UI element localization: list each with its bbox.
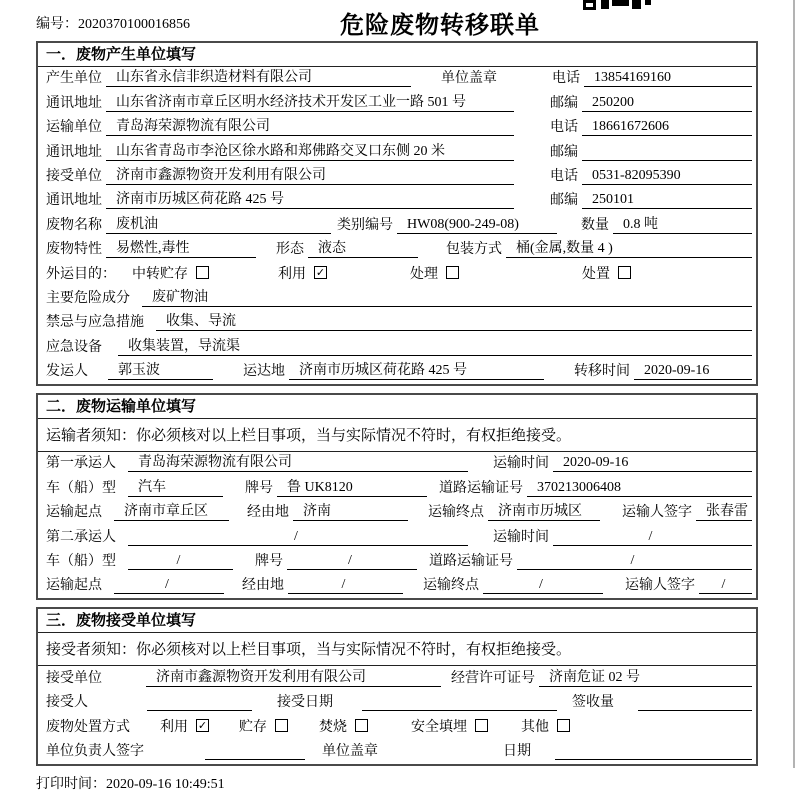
producer-phone-label: 电话 xyxy=(552,71,580,87)
disposal-utilize-label: 利用 xyxy=(160,719,188,735)
producer-section-header: 一．废物产生单位填写 xyxy=(38,43,756,67)
waste-name-value: 废机油 xyxy=(106,213,331,234)
via-place-1-label: 经由地 xyxy=(247,505,289,521)
section-producer xyxy=(36,41,758,386)
road-transport-license-1-value: 370213006408 xyxy=(527,480,752,497)
receiver-postcode-value: 250101 xyxy=(582,192,752,209)
purpose-treatment-label: 处理 xyxy=(410,266,438,282)
form-row xyxy=(38,360,756,384)
transport-terminal-1-value: 济南市历城区 xyxy=(488,500,600,521)
receiver-person-label: 接受人 xyxy=(46,695,88,711)
receipt-date-label: 日期 xyxy=(503,743,531,759)
disposal-method-label: 废物处置方式 xyxy=(46,719,130,735)
disposal-landfill-checkbox xyxy=(475,719,488,732)
disposal-incineration-checkbox xyxy=(355,719,368,732)
business-license-number-value: 济南危证 02 号 xyxy=(539,666,752,687)
form-row xyxy=(38,452,756,476)
waste-name-label: 废物名称 xyxy=(46,217,102,233)
form-row xyxy=(38,476,756,500)
purpose-utilize-label: 利用 xyxy=(278,266,306,282)
taboo-emergency-measures-label: 禁忌与应急措施 xyxy=(46,315,144,331)
first-carrier-value: 青岛海荣源物流有限公司 xyxy=(128,451,468,472)
section-transporter xyxy=(36,393,758,600)
transport-date-1-label: 运输时间 xyxy=(493,456,549,472)
second-carrier-label: 第二承运人 xyxy=(46,529,116,545)
main-hazardous-component-label: 主要危险成分 xyxy=(46,290,130,306)
destination-label: 运达地 xyxy=(243,364,285,380)
doc-number-label: 编号： xyxy=(36,17,78,32)
transport-unit-label: 运输单位 xyxy=(46,120,102,136)
form-row xyxy=(38,550,756,574)
transport-postcode-value xyxy=(582,145,752,161)
transport-address-value: 山东省青岛市李沧区徐水路和郑佛路交叉口东侧 20 米 xyxy=(106,140,514,161)
receiver-address-label: 通讯地址 xyxy=(46,193,102,209)
print-time-value: 2020-09-16 10:49:51 xyxy=(106,776,225,792)
transport-origin-2-label: 运输起点 xyxy=(46,578,102,594)
transport-address-label: 通讯地址 xyxy=(46,144,102,160)
producer-address-label: 通讯地址 xyxy=(46,95,102,111)
form-row xyxy=(38,574,756,598)
disposal-other-label: 其他 xyxy=(521,719,549,735)
transport-date-1-value: 2020-09-16 xyxy=(553,455,752,472)
disposal-utilize-group xyxy=(160,716,209,736)
qr-block xyxy=(645,0,651,5)
form-row xyxy=(38,165,756,189)
receiver-phone-label: 电话 xyxy=(550,168,578,184)
document-title: 危险废物转移联单 xyxy=(340,11,540,39)
via-place-2-label: 经由地 xyxy=(242,578,284,594)
disposal-landfill-group xyxy=(411,716,488,736)
business-license-number-label: 经营许可证号 xyxy=(451,670,535,686)
qr-block xyxy=(583,0,596,10)
waste-category-code-label: 类别编号 xyxy=(337,217,393,233)
carrier-signature-2-value: / xyxy=(699,577,752,594)
waste-form-label: 形态 xyxy=(276,242,304,258)
unit-seal-note-2: 单位盖章 xyxy=(322,743,378,759)
doc-header xyxy=(0,0,796,41)
destination-value: 济南市历城区荷花路 425 号 xyxy=(289,359,544,380)
vehicle-type-1-value: 汽车 xyxy=(128,476,223,497)
packing-method-label: 包装方式 xyxy=(446,242,502,258)
qr-block xyxy=(632,0,641,9)
received-quantity-value xyxy=(638,695,752,711)
producer-unit-label: 产生单位 xyxy=(46,71,102,87)
taboo-emergency-measures-value: 收集、导流 xyxy=(156,310,752,331)
consignor-value: 郭玉波 xyxy=(108,359,213,380)
receipt-date-value xyxy=(555,744,752,760)
unit-seal-note: 单位盖章 xyxy=(441,71,497,87)
form-row xyxy=(38,67,756,91)
disposal-utilize-checkbox: ✓ xyxy=(197,718,208,732)
page-right-edge xyxy=(793,0,795,768)
transport-terminal-2-label: 运输终点 xyxy=(423,578,479,594)
form-row xyxy=(38,140,756,164)
transport-terminal-2-value: / xyxy=(483,577,603,594)
first-carrier-label: 第一承运人 xyxy=(46,456,116,472)
print-time-label: 打印时间： xyxy=(36,776,106,792)
form-row xyxy=(38,691,756,715)
form-row xyxy=(38,740,756,764)
purpose-treatment-checkbox xyxy=(446,266,459,279)
receiver-notice: 接受者须知：你必须核对以上栏目事项，当与实际情况不符时，有权拒绝接受。 xyxy=(38,633,756,666)
receiver-postcode-label: 邮编 xyxy=(550,193,578,209)
transport-origin-1-label: 运输起点 xyxy=(46,505,102,521)
via-place-2-value: / xyxy=(288,577,403,594)
print-time xyxy=(36,773,796,793)
transport-postcode-label: 邮编 xyxy=(550,144,578,160)
emergency-equipment-label: 应急设备 xyxy=(46,339,102,355)
disposal-landfill-label: 安全填埋 xyxy=(411,719,467,735)
purpose-treatment-group xyxy=(410,263,459,283)
form-row xyxy=(38,335,756,359)
form-row xyxy=(38,287,756,311)
plate-number-2-value: / xyxy=(287,553,417,570)
form-row xyxy=(38,715,756,739)
disposal-storage-group xyxy=(239,716,288,736)
doc-number-value: 2020370100016856 xyxy=(78,17,190,32)
receive-date-label: 接受日期 xyxy=(277,695,333,711)
purpose-disposal-group xyxy=(582,263,631,283)
purpose-disposal-checkbox xyxy=(618,266,631,279)
purpose-transit-storage-group xyxy=(132,263,209,283)
unit-leader-signature-value xyxy=(205,744,305,760)
transfer-purpose-label: 外运目的： xyxy=(46,266,116,282)
qr-code-fragment xyxy=(583,0,651,10)
transport-terminal-1-label: 运输终点 xyxy=(428,505,484,521)
producer-postcode-label: 邮编 xyxy=(550,95,578,111)
disposal-other-group xyxy=(521,716,570,736)
receiver-unit-value: 济南市鑫源物资开发利用有限公司 xyxy=(106,164,514,185)
waste-characteristics-label: 废物特性 xyxy=(46,242,102,258)
qr-block xyxy=(601,0,609,9)
qr-block xyxy=(612,0,629,6)
waste-form-value: 液态 xyxy=(308,237,418,258)
transport-origin-1-value: 济南市章丘区 xyxy=(114,500,229,521)
purpose-transit-storage-label: 中转贮存 xyxy=(132,266,188,282)
form-row xyxy=(38,91,756,115)
vehicle-type-1-label: 车（船）型 xyxy=(46,480,116,496)
road-transport-license-1-label: 道路运输证号 xyxy=(439,480,523,496)
form-row xyxy=(38,501,756,525)
section-receiver xyxy=(36,607,758,766)
carrier-signature-1-value: 张春雷 xyxy=(696,500,752,521)
receiver-phone-value: 0531-82095390 xyxy=(582,168,752,185)
vehicle-type-2-label: 车（船）型 xyxy=(46,554,116,570)
form-row xyxy=(38,189,756,213)
road-transport-license-2-value: / xyxy=(517,553,752,570)
plate-number-1-value: 鲁 UK8120 xyxy=(277,476,427,497)
receiver-address-value: 济南市历城区荷花路 425 号 xyxy=(106,188,514,209)
receiver-section-header: 三．废物接受单位填写 xyxy=(38,609,756,633)
producer-address-value: 山东省济南市章丘区明水经济技术开发区工业一路 501 号 xyxy=(106,91,514,112)
form-row xyxy=(38,213,756,237)
disposal-storage-checkbox xyxy=(275,719,288,732)
packing-method-value: 桶(金属,数量 4 ) xyxy=(506,237,752,258)
receiver-person-value xyxy=(147,695,252,711)
received-quantity-label: 签收量 xyxy=(572,695,614,711)
vehicle-type-2-value: / xyxy=(128,553,233,570)
plate-number-1-label: 牌号 xyxy=(245,480,273,496)
transport-unit-value: 青岛海荣源物流有限公司 xyxy=(106,115,514,136)
carrier-signature-1-label: 运输人签字 xyxy=(622,505,692,521)
purpose-disposal-label: 处置 xyxy=(582,266,610,282)
unit-leader-signature-label: 单位负责人签字 xyxy=(46,743,144,759)
disposal-incineration-group xyxy=(319,716,368,736)
waste-quantity-value: 0.8 吨 xyxy=(613,213,752,234)
waste-characteristics-value: 易燃性,毒性 xyxy=(106,237,256,258)
transporter-section-header: 二．废物运输单位填写 xyxy=(38,395,756,419)
form-row xyxy=(38,311,756,335)
transporter-notice: 运输者须知：你必须核对以上栏目事项，当与实际情况不符时，有权拒绝接受。 xyxy=(38,419,756,452)
main-hazardous-component-value: 废矿物油 xyxy=(142,286,752,307)
producer-unit-value: 山东省永信非织造材料有限公司 xyxy=(106,66,411,87)
waste-category-code-value: HW08(900-249-08) xyxy=(397,217,557,234)
transport-date-2-label: 运输时间 xyxy=(493,529,549,545)
producer-phone-value: 13854169160 xyxy=(584,70,752,87)
transport-phone-value: 18661672606 xyxy=(582,119,752,136)
transport-origin-2-value: / xyxy=(114,577,224,594)
disposal-incineration-label: 焚烧 xyxy=(319,719,347,735)
transfer-date-value: 2020-09-16 xyxy=(634,363,752,380)
form-sections xyxy=(36,41,758,766)
second-carrier-value: / xyxy=(128,529,468,546)
disposal-storage-label: 贮存 xyxy=(239,719,267,735)
receiver-unit-label: 接受单位 xyxy=(46,168,102,184)
transport-date-2-value: / xyxy=(553,529,752,546)
via-place-1-value: 济南 xyxy=(293,500,408,521)
receiving-unit-label: 接受单位 xyxy=(46,670,102,686)
purpose-utilize-checkbox: ✓ xyxy=(315,265,326,279)
form-row xyxy=(38,666,756,690)
transfer-date-label: 转移时间 xyxy=(574,364,630,380)
purpose-transit-storage-checkbox xyxy=(196,266,209,279)
producer-postcode-value: 250200 xyxy=(582,95,752,112)
form-row xyxy=(38,116,756,140)
carrier-signature-2-label: 运输人签字 xyxy=(625,578,695,594)
receiving-unit-value: 济南市鑫源物资开发利用有限公司 xyxy=(146,666,441,687)
waste-quantity-label: 数量 xyxy=(581,217,609,233)
consignor-label: 发运人 xyxy=(46,364,88,380)
plate-number-2-label: 牌号 xyxy=(255,554,283,570)
form-row xyxy=(38,262,756,286)
purpose-utilize-group xyxy=(278,263,327,283)
receive-date-value xyxy=(362,695,557,711)
form-row xyxy=(38,525,756,549)
emergency-equipment-value: 收集装置，导流渠 xyxy=(118,335,752,356)
form-row xyxy=(38,238,756,262)
disposal-other-checkbox xyxy=(557,719,570,732)
road-transport-license-2-label: 道路运输证号 xyxy=(429,554,513,570)
transport-phone-label: 电话 xyxy=(550,120,578,136)
